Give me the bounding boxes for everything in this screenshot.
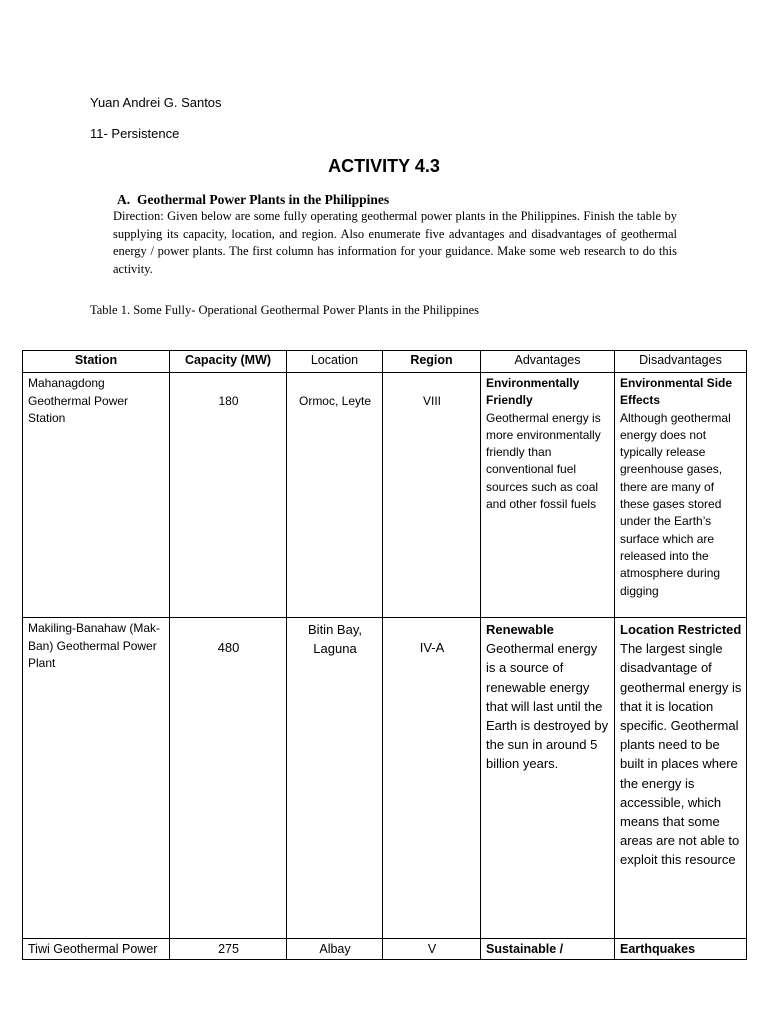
table-caption: Table 1. Some Fully- Operational Geothermal Power Plants in the Philippines: [90, 303, 479, 317]
region-cell: VIII: [383, 373, 481, 618]
header-capacity: Capacity (MW): [170, 351, 287, 373]
advantage-text: Geothermal energy is more environmentally friendly than conventional fuel sources such as coal and other fossil fuels: [486, 410, 601, 512]
capacity-cell: 275: [170, 939, 287, 960]
geothermal-plants-table: [22, 350, 747, 960]
part-a-heading-text: Geothermal Power Plants in the Philippines: [137, 192, 390, 207]
part-a-label: A.: [117, 192, 131, 207]
part-a-heading: [117, 192, 389, 208]
station-cell: Mahanagdong Geothermal Power Station: [23, 373, 170, 618]
region-cell: V: [383, 939, 481, 960]
advantage-cell: [481, 618, 615, 939]
advantage-text: Geothermal energy is a source of renewable energy that will last until the Earth is destroyed by the sun in around 5 billion years.: [486, 641, 609, 772]
disadvantage-text: The largest single disadvantage of geothermal energy is that it is location specific. Geothermal plants need to be built in places where the energy is accessible, which means that some areas are not able to exploit this resource: [620, 641, 742, 868]
advantage-cell: [481, 939, 615, 960]
disadvantage-title: Earthquakes: [620, 942, 696, 956]
station-cell: Tiwi Geothermal Power: [23, 939, 170, 960]
table-row: [23, 373, 747, 618]
header-region: Region: [383, 351, 481, 373]
disadvantage-cell: [615, 618, 747, 939]
location-cell: Bitin Bay, Laguna: [287, 618, 383, 939]
advantage-cell: [481, 373, 615, 618]
student-name: Yuan Andrei G. Santos: [90, 95, 222, 110]
table-header-row: [23, 351, 747, 373]
capacity-cell: 180: [170, 373, 287, 618]
location-cell: Ormoc, Leyte: [287, 373, 383, 618]
header-station: Station: [23, 351, 170, 373]
location-cell: Albay: [287, 939, 383, 960]
disadvantage-text: Although geothermal energy does not typically release greenhouse gases, there are many of these gases stored under the Earth’s surface which are released into the atmosphere during digging: [620, 410, 731, 598]
table-row: [23, 939, 747, 960]
disadvantage-cell: [615, 373, 747, 618]
header-advantages: Advantages: [481, 351, 615, 373]
header-disadvantages: Disadvantages: [615, 351, 747, 373]
disadvantage-title: Location Restricted: [620, 622, 742, 637]
activity-title: ACTIVITY 4.3: [328, 156, 440, 176]
direction-paragraph: Direction: Given below are some fully operating geothermal power plants in the Philippines. Finish the table by supplying its capacity, location, and region. Also enumerate five advantages and disadvantages of geothermal energy / power plants. The first column has information for your guidance. Make some web research to do this activity.: [113, 209, 677, 276]
advantage-title: Sustainable /: [486, 942, 564, 956]
disadvantage-title: Environmental Side Effects: [620, 376, 733, 408]
advantage-title: Environmentally Friendly: [486, 376, 580, 408]
capacity-cell: 480: [170, 618, 287, 939]
table-row: [23, 618, 747, 939]
region-cell: IV-A: [383, 618, 481, 939]
student-section: 11- Persistence: [90, 126, 180, 141]
header-location: Location: [287, 351, 383, 373]
advantage-title: Renewable: [486, 622, 554, 637]
station-cell: Makiling-Banahaw (Mak- Ban) Geothermal Power Plant: [23, 618, 170, 939]
disadvantage-cell: [615, 939, 747, 960]
